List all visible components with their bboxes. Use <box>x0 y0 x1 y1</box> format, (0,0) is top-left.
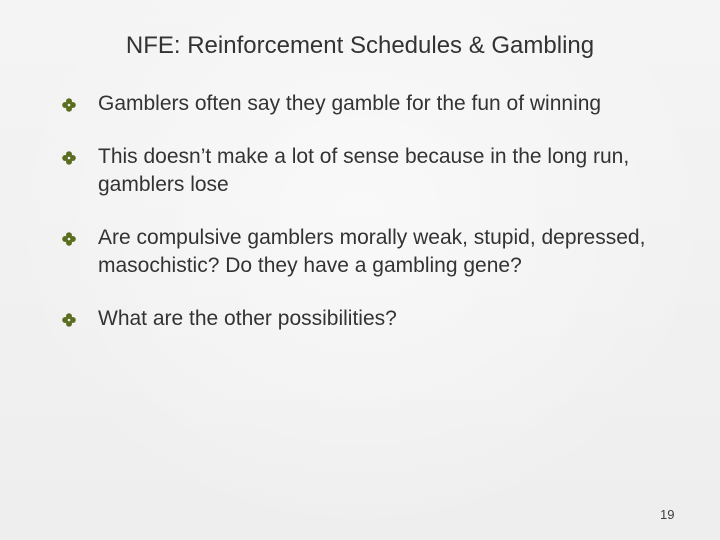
bullet-item <box>62 305 682 333</box>
bullet-list <box>62 90 682 358</box>
bullet-text: This doesn’t make a lot of sense because in the long run, gamblers lose <box>98 145 630 196</box>
bullet-text: What are the other possibilities? <box>98 307 397 330</box>
bullet-item <box>62 224 682 280</box>
bullet-text: Are compulsive gamblers morally weak, stupid, depressed, masochistic? Do they have a gambling gene? <box>98 226 646 277</box>
bullet-text: Gamblers often say they gamble for the fun of winning <box>98 92 602 115</box>
clover-diamond-icon <box>62 151 76 165</box>
clover-diamond-icon <box>62 232 76 246</box>
clover-diamond-icon <box>62 98 76 112</box>
bullet-item <box>62 143 682 199</box>
slide-title: NFE: Reinforcement Schedules & Gambling <box>125 32 595 59</box>
bullet-item <box>62 90 682 118</box>
clover-diamond-icon <box>62 313 76 327</box>
page-number: 19 <box>660 507 675 522</box>
